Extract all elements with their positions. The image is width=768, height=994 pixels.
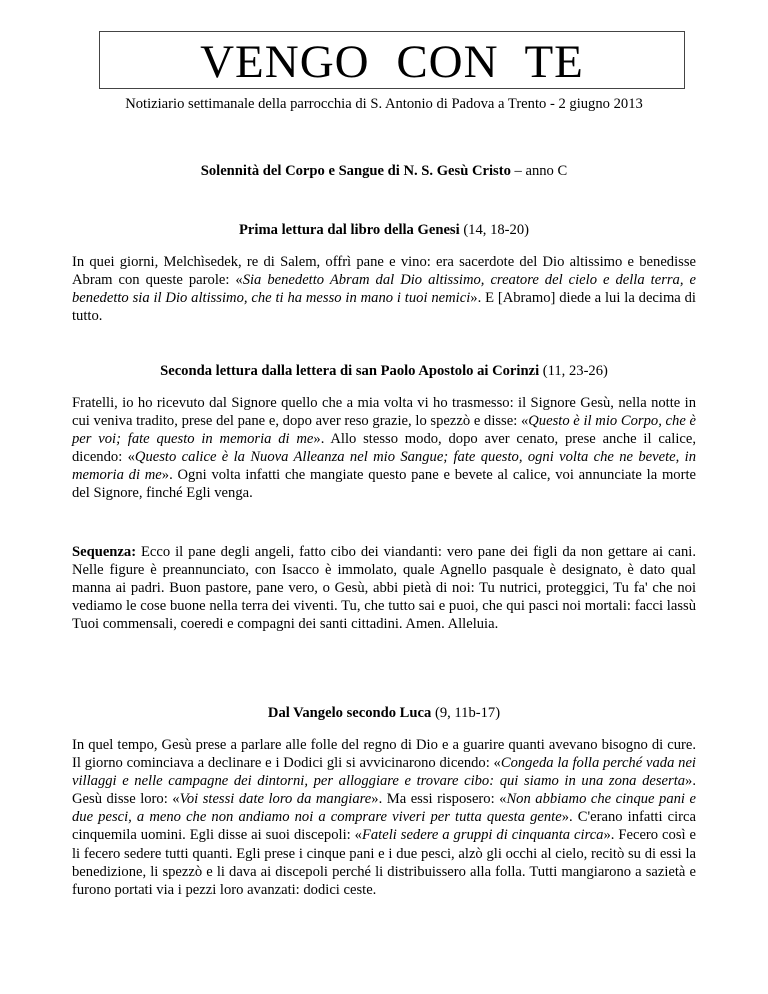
quote-run: Questo calice è la Nuova Alleanza nel mio Sangue; fate questo, ogni volta che ne bevete, in memoria di me	[72, 449, 696, 484]
text-run: ». Fecero così e li fecero sedere tutti quanti. Egli prese i cinque pani e i due pesci, alzò gli occhi al cielo, recitò su di essi la benedizione, li spezzò e li dava ai discepoli perché li distribuissero alla folla. Tutti mangiarono a sazietà e furono portati via i pezzi loro avanzati: dodici ceste.	[72, 827, 696, 898]
masthead-title: VENGO CON TE	[200, 35, 584, 88]
first-reading-text	[72, 253, 696, 325]
second-reading-text	[72, 394, 696, 503]
masthead-box	[99, 31, 685, 89]
masthead-subtitle: Notiziario settimanale della parrocchia di S. Antonio di Padova a Trento - 2 giugno 2013	[125, 96, 643, 112]
quote-run: Non abbiamo che cinque pani e due pesci, a meno che non andiamo noi a comprare viveri per tutta questa gente	[72, 791, 696, 826]
solemnity-title: Solennità del Corpo e Sangue di N. S. Gesù Cristo	[200, 163, 511, 179]
gospel-title: Dal Vangelo secondo Luca	[267, 705, 432, 721]
text-run: ». Ma essi risposero: «	[371, 791, 507, 808]
quote-run: Questo è il mio Corpo, che è per voi; fate questo in memoria di me	[72, 413, 696, 448]
text-run: ». Gesù disse loro: «	[72, 773, 696, 808]
text-run: In quel tempo, Gesù prese a parlare alle folle del regno di Dio e a guarire quanti avevano bisogno di cure. Il giorno cominciava a declinare e i Dodici gli si avvicinarono dicendo: «	[72, 737, 696, 772]
text-run: ». C'erano infatti circa cinquemila uomini. Egli disse ai suoi discepoli: «	[72, 809, 696, 844]
gospel-reference: (9, 11b-17)	[431, 705, 501, 721]
solemnity-heading	[0, 163, 768, 180]
text-run: ». Allo stesso modo, dopo aver cenato, prese anche il calice, dicendo: «	[72, 431, 696, 466]
gospel-text	[72, 736, 696, 899]
second-reading-heading	[0, 363, 768, 380]
first-reading-title: Prima lettura dal libro della Genesi	[239, 222, 460, 238]
quote-run: Fateli sedere a gruppi di cinquanta circa	[361, 827, 604, 844]
first-reading-heading	[0, 222, 768, 239]
text-run: ». Ogni volta infatti che mangiate questo pane e bevete al calice, voi annunciate la morte del Signore, finché Egli venga.	[72, 467, 696, 502]
solemnity-year: – anno C	[510, 163, 568, 179]
text-run: Ecco il pane degli angeli, fatto cibo dei viandanti: vero pane dei figli da non gettare ai cani. Nelle figure è preannunciato, con Isacco è immolato, quale Agnello pasquale è designato, è dato qual manna ai padri. Buon pastore, pane vero, o Gesù, abbi pietà di noi: Tu nutrici, proteggici, Tu fa' che noi vediamo le cose buone nella terra dei viventi. Tu, che tutto sai e puoi, che qui pasci noi mortali: facci lassù Tuoi commensali, coeredi e compagni dei santi cittadini. Amen. Alleluia.	[72, 544, 696, 633]
text-run: ». E [Abramo] diede a lui la decima di tutto.	[72, 290, 696, 325]
quote-run: Congeda la folla perché vada nei villaggi e nelle campagne dei dintorni, per alloggiare e trovare cibo: qui siamo in una zona deserta	[72, 755, 696, 790]
quote-run: Sia benedetto Abram dal Dio altissimo, creatore del cielo e della terra, e benedetto sia il Dio altissimo, che ti ha messo in mano i tuoi nemici	[72, 272, 696, 307]
second-reading-title: Seconda lettura dalla lettera di san Paolo Apostolo ai Corinzi	[160, 363, 540, 379]
sequence-text	[72, 543, 696, 633]
text-run: In quei giorni, Melchìsedek, re di Salem, offrì pane e vino: era sacerdote del Dio altissimo e benedisse Abram con queste parole: «	[72, 254, 696, 289]
text-run: Fratelli, io ho ricevuto dal Signore quello che a mia volta vi ho trasmesso: il Signore Gesù, nella notte in cui veniva tradito, prese del pane e, dopo aver reso grazie, lo spezzò e disse: «	[72, 395, 696, 430]
second-reading-reference: (11, 23-26)	[539, 363, 608, 379]
gospel-heading	[0, 705, 768, 722]
first-reading-reference: (14, 18-20)	[459, 222, 529, 238]
sequence-label: Sequenza:	[72, 544, 137, 560]
quote-run: Voi stessi date loro da mangiare	[179, 791, 372, 808]
